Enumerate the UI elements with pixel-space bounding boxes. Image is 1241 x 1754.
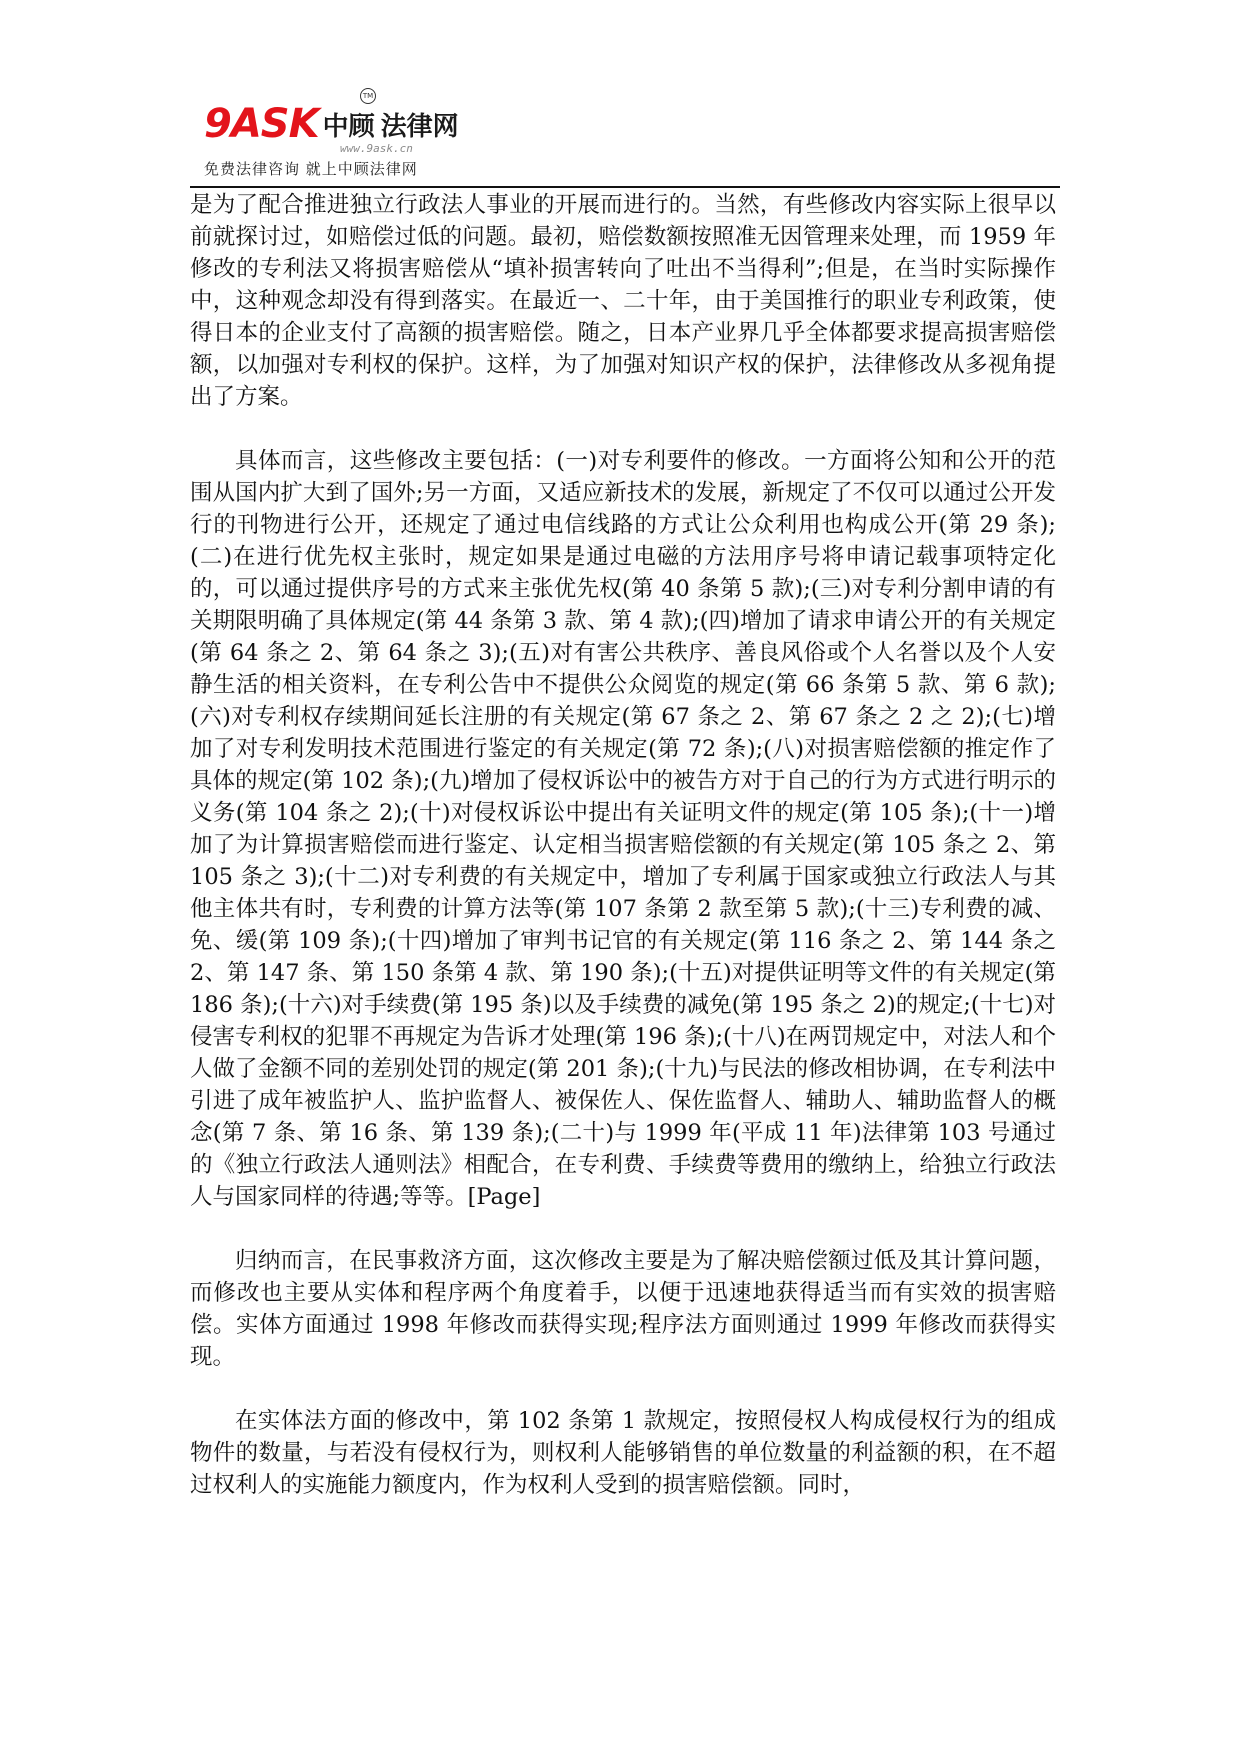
logo-url: www.9ask.cn <box>340 142 413 155</box>
paragraph-substantive-law: 在实体法方面的修改中，第 102 条第 1 款规定，按照侵权人构成侵权行为的组成物件的数量，与若没有侵权行为，则权利人能够销售的单位数量的利益额的积，在不超过权利人的实施能力额度内，作为权利人受到的损害赔偿额。同时， <box>190 1408 1056 1498</box>
paragraph-summary: 归纳而言，在民事救济方面，这次修改主要是为了解决赔偿额过低及其计算问题，而修改也主要从实体和程序两个角度着手，以便于迅速地获得适当而有实效的损害赔偿。实体方面通过 1998 年修改而获得实现;程序法方面则通过 1999 年修改而获得实现。 <box>190 1248 1056 1370</box>
paragraph-amendments-list: 具体而言，这些修改主要包括：(一)对专利要件的修改。一方面将公知和公开的范围从国内扩大到了国外;另一方面，又适应新技术的发展，新规定了不仅可以通过公开发行的刊物进行公开，还规定了通过电信线路的方式让公众利用也构成公开(第 29 条);(二)在进行优先权主张时，规定如果是通过电磁的方法用序号将申请记载事项特定化的，可以通过提供序号的方式来主张优先权(第 40 条第 5 款);(三)对专利分割申请的有关期限明确了具体规定(第 44 条第 3 款、第 4 款);(四)增加了请求申请公开的有关规定(第 64 条之 2、第 64 条之 3);(五)对有害公共秩序、善良风俗或个人名誉以及个人安静生活的相关资料，在专利公告中不提供公众阅览的规定(第 66 条第 5 款、第 6 款);(六)对专利权存续期间延长注册的有关规定(第 67 条之 2、第 67 条之 2 之 2);(七)增加了对专利发明技术范围进行鉴定的有关规定(第 72 条);(八)对损害赔偿额的推定作了具体的规定(第 102 条);(九)增加了侵权诉讼中的被告方对于自己的行为方式进行明示的义务(第 104 条之 2);(十)对侵权诉讼中提出有关证明文件的规定(第 105 条);(十一)增加了为计算损害赔偿而进行鉴定、认定相当损害赔偿额的有关规定(第 105 条之 2、第 105 条之 3);(十二)对专利费的有关规定中，增加了专利属于国家或独立行政法人与其他主体共有时，专利费的计算方法等(第 107 条第 2 款至第 5 款);(十三)专利费的减、免、缓(第 109 条);(十四)增加了审判书记官的有关规定(第 116 条之 2、第 144 条之 2、第 147 条、第 150 条第 4 款、第 190 条);(十五)对提供证明等文件的有关规定(第 186 条);(十六)对手续费(第 195 条)以及手续费的减免(第 195 条之 2)的规定;(十七)对侵害专利权的犯罪不再规定为告诉才处理(第 196 条);(十八)在两罚规定中，对法人和个人做了金额不同的差别处罚的规定(第 201 条);(十九)与民法的修改相协调，在专利法中引进了成年被监护人、监护监督人、被保佐人、保佐监督人、辅助人、辅助监督人的概念(第 7 条、第 16 条、第 139 条);(二十)与 1999 年(平成 11 年)法律第 103 号通过的《独立行政法人通则法》相配合，在专利费、手续费等费用的缴纳上，给独立行政法人与国家同样的待遇;等等。[Page] <box>190 448 1056 1210</box>
site-logo[interactable] <box>204 92 459 147</box>
logo-name-part-1: 中顾 <box>322 112 375 142</box>
trademark-icon: TM <box>360 88 376 104</box>
logo-slogan: 免费法律咨询 就上中顾法律网 <box>204 160 418 178</box>
paragraph-continuation: 是为了配合推进独立行政法人事业的开展而进行的。当然，有些修改内容实际上很早以前就探讨过，如赔偿过低的问题。最初，赔偿数额按照准无因管理来处理，而 1959 年修改的专利法又将损害赔偿从“填补损害转向了吐出不当得利”;但是，在当时实际操作中，这种观念却没有得到落实。在最近一、二十年，由于美国推行的职业专利政策，使得日本的企业支付了高额的损害赔偿。随之，日本产业界几乎全体都要求提高损害赔偿额，以加强对专利权的保护。这样，为了加强对知识产权的保护，法律修改从多视角提出了方案。 <box>190 192 1056 410</box>
header-divider <box>190 186 1060 188</box>
page-header <box>190 92 1060 188</box>
document-body <box>190 189 1056 1501</box>
logo-name-part-2: 法律网 <box>380 112 459 142</box>
logo-brand-text: 9ASK <box>204 101 319 147</box>
